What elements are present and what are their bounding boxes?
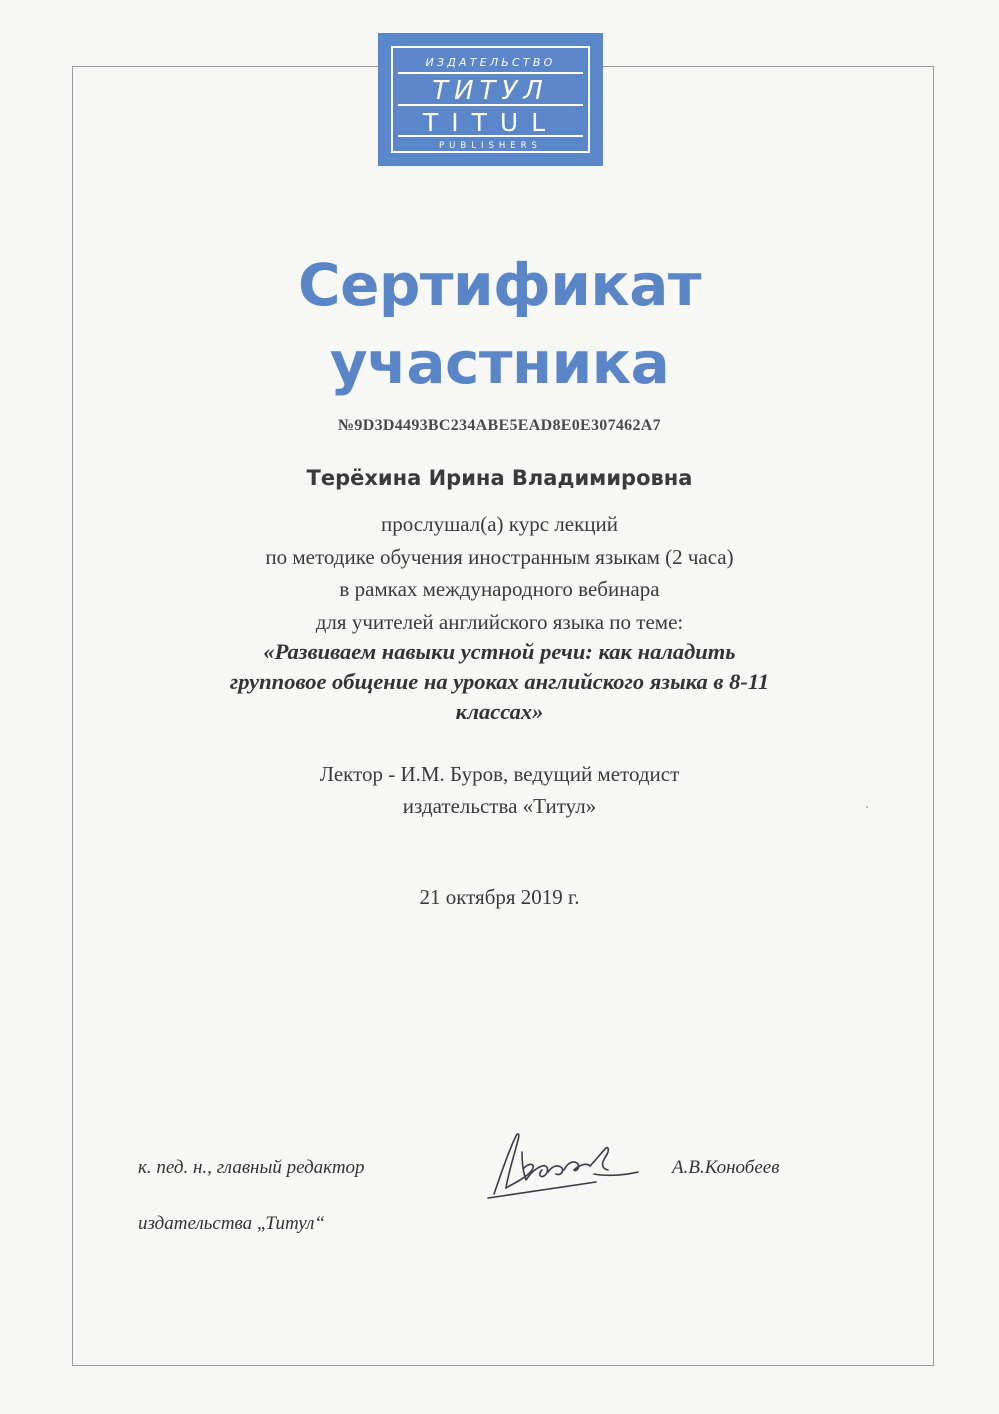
certificate-title-line-2: участника [329, 329, 670, 397]
lecturer-line: издательства «Титул» [402, 794, 597, 818]
body-line: прослушал(а) курс лекций [381, 512, 618, 536]
handwritten-signature [486, 1122, 646, 1204]
certificate-body [0, 508, 999, 638]
signer-position-line-2: издательства „Титул“ [138, 1213, 325, 1234]
logo-line-4: PUBLISHERS [439, 141, 542, 151]
webinar-topic [0, 637, 999, 727]
recipient-name: Терёхина Ирина Владимировна [306, 466, 693, 490]
body-line: в рамках международного вебинара [339, 577, 660, 601]
topic-line: классах» [455, 699, 544, 724]
titul-publishers-logo [378, 33, 603, 166]
signer-position-line-1: к. пед. н., главный редактор [138, 1157, 365, 1178]
topic-line: «Развиваем навыки устной речи: как наладить [263, 639, 736, 664]
topic-line: групповое общение на уроках английского языка в 8-11 [229, 669, 770, 694]
certificate-date: 21 октября 2019 г. [419, 885, 580, 909]
logo-line-2: ТИТУЛ [432, 76, 549, 106]
logo-line-1: ИЗДАТЕЛЬСТВО [425, 56, 556, 69]
scan-speck [866, 806, 868, 808]
certificate-title-line-1: Сертификат [298, 251, 701, 319]
lecturer-line: Лектор - И.М. Буров, ведущий методист [319, 762, 680, 786]
signer-name: А.В.Конобеев [672, 1157, 780, 1178]
certificate-number: №9D3D4493BC234ABE5EAD8E0E307462A7 [338, 417, 661, 434]
lecturer-info [0, 758, 999, 822]
body-line: по методике обучения иностранным языкам (2 часа) [265, 544, 734, 569]
logo-line-3: TITUL [422, 108, 559, 137]
body-line: для учителей английского языка по теме: [315, 609, 684, 634]
